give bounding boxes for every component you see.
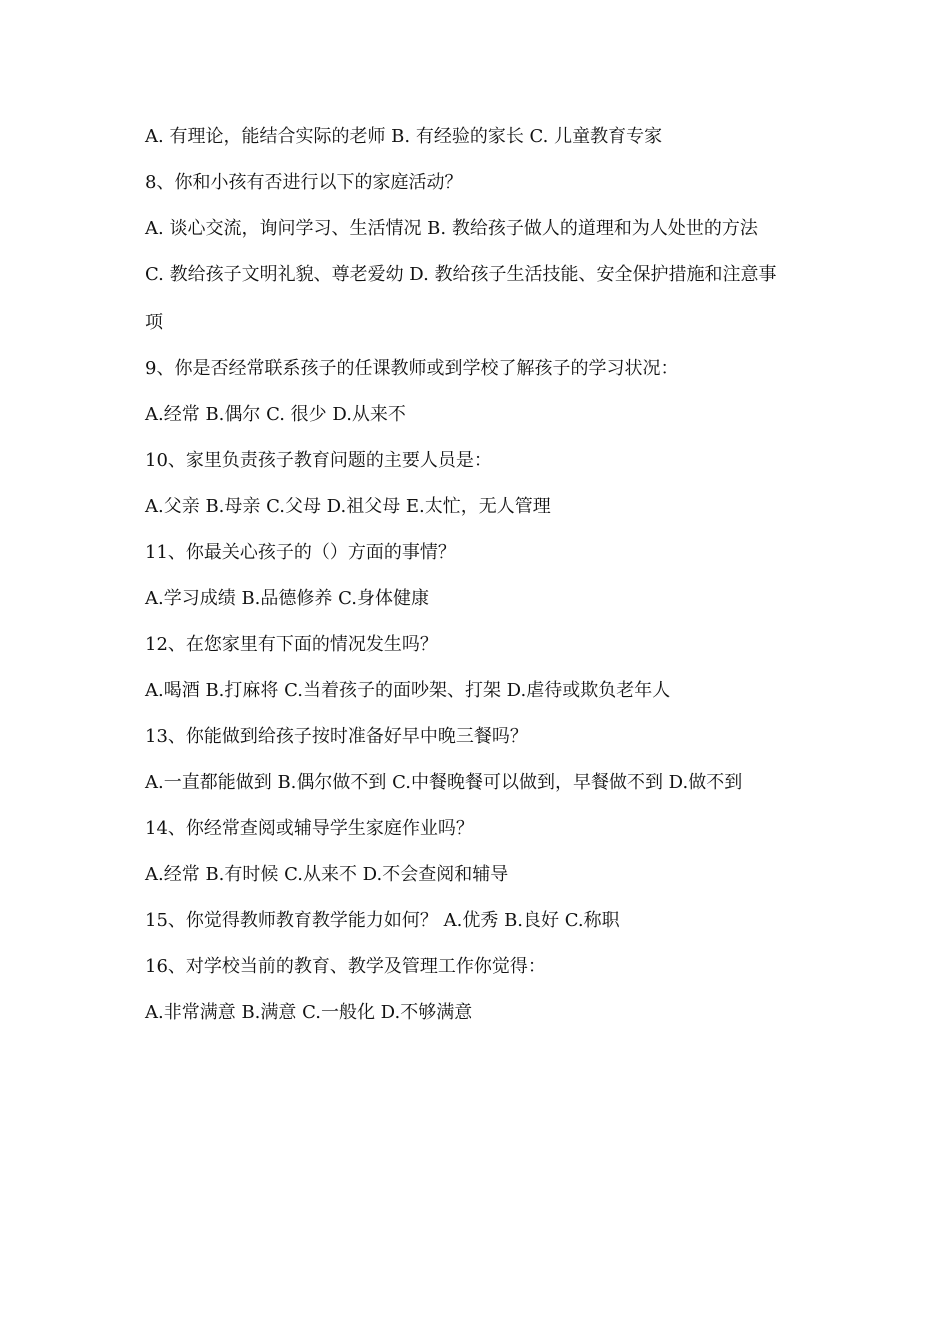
answer-options-7: A. 有理论，能结合实际的老师 B. 有经验的家长 C. 儿童教育专家	[145, 126, 663, 147]
question-15: 15、你觉得教师教育教学能力如何？ A.优秀 B.良好 C.称职	[145, 910, 620, 931]
answer-options-11: A.学习成绩 B.品德修养 C.身体健康	[145, 588, 429, 609]
answer-options-8-part2-continued: 项	[145, 312, 163, 333]
question-16: 16、对学校当前的教育、教学及管理工作你觉得：	[145, 956, 546, 977]
questionnaire-body	[145, 120, 825, 1042]
question-11: 11、你最关心孩子的（）方面的事情？	[145, 542, 456, 563]
question-13: 13、你能做到给孩子按时准备好早中晚三餐吗？	[145, 726, 528, 747]
question-8: 8、你和小孩有否进行以下的家庭活动？	[145, 172, 463, 193]
answer-options-14: A.经常 B.有时候 C.从来不 D.不会查阅和辅导	[145, 864, 509, 885]
answer-options-10: A.父亲 B.母亲 C.父母 D.祖父母 E.太忙，无人管理	[145, 496, 551, 517]
question-9: 9、你是否经常联系孩子的任课教师或到学校了解孩子的学习状况：	[145, 358, 679, 379]
question-12: 12、在您家里有下面的情况发生吗？	[145, 634, 438, 655]
answer-options-9: A.经常 B.偶尔 C. 很少 D.从来不	[145, 404, 406, 425]
question-14: 14、你经常查阅或辅导学生家庭作业吗？	[145, 818, 474, 839]
answer-options-8-part2: C. 教给孩子文明礼貌、尊老爱幼 D. 教给孩子生活技能、安全保护措施和注意事	[145, 264, 777, 285]
answer-options-13: A.一直都能做到 B.偶尔做不到 C.中餐晚餐可以做到，早餐做不到 D.做不到	[145, 772, 743, 793]
answer-options-12: A.喝酒 B.打麻将 C.当着孩子的面吵架、打架 D.虐待或欺负老年人	[145, 680, 671, 701]
question-10: 10、家里负责孩子教育问题的主要人员是：	[145, 450, 492, 471]
answer-options-8-part1: A. 谈心交流，询问学习、生活情况 B. 教给孩子做人的道理和为人处世的方法	[145, 218, 758, 239]
answer-options-16: A.非常满意 B.满意 C.一般化 D.不够满意	[145, 1002, 473, 1023]
